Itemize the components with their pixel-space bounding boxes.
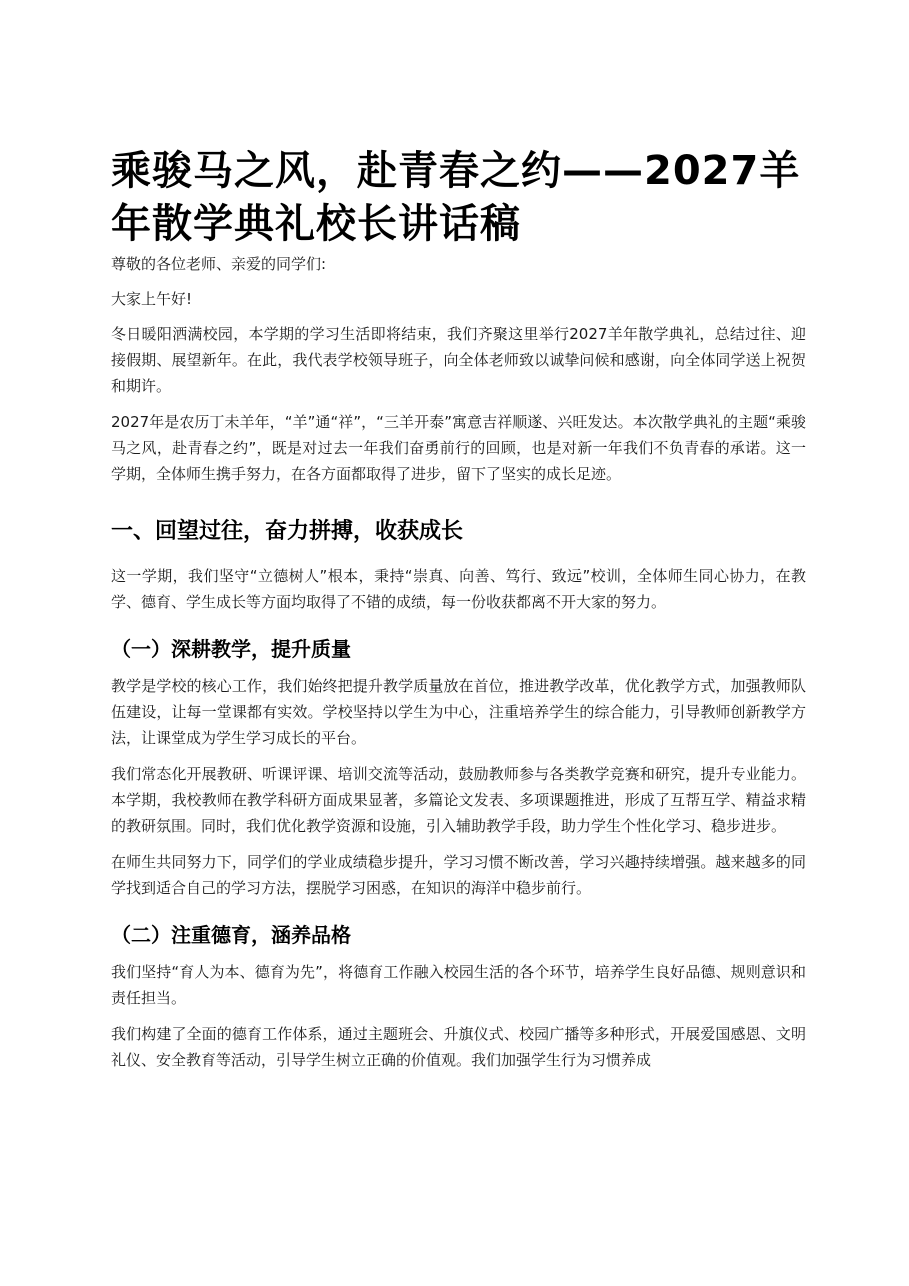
- body-paragraph: 我们坚持“育人为本、德育为先”，将德育工作融入校园生活的各个环节，培养学生良好品德、规则意识和责任担当。: [111, 963, 806, 1007]
- document-title: 乘骏马之风，赴青春之约——2027羊年散学典礼校长讲话稿: [111, 148, 801, 247]
- section-paragraph: 这一学期，我们坚守“立德树人”根本，秉持“崇真、向善、笃行、致远”校训，全体师生同心协力，在教学、德育、学生成长等方面均取得了不错的成绩，每一份收获都离不开大家的努力。: [111, 567, 806, 611]
- body-paragraph: 我们常态化开展教研、听课评课、培训交流等活动，鼓励教师参与各类教学竞赛和研究，提升专业能力。本学期，我校教师在教学科研方面成果显著，多篇论文发表、多项课题推进，形成了互帮互学、精益求精的教研氛围。同时，我们优化教学资源和设施，引入辅助教学手段，助力学生个性化学习、稳步进步。: [111, 765, 806, 835]
- intro-paragraph: 2027年是农历丁未羊年，“羊”通“祥”，“三羊开泰”寓意吉祥顺遂、兴旺发达。本次散学典礼的主题“乘骏马之风，赴青春之约”，既是对过去一年我们奋勇前行的回顾，也是对新一年我们不负青春的承诺。这一学期，全体师生携手努力，在各方面都取得了进步，留下了坚实的成长足迹。: [111, 413, 806, 483]
- section-heading: 一、回望过往，奋力拼搏，收获成长: [111, 519, 464, 544]
- intro-paragraph: 冬日暖阳洒满校园，本学期的学习生活即将结束，我们齐聚这里举行2027羊年散学典礼，总结过往、迎接假期、展望新年。在此，我代表学校领导班子，向全体老师致以诚挚问候和感谢，向全体同学送上祝贺和期许。: [111, 325, 806, 395]
- salutation: 尊敬的各位老师、亲爱的同学们:: [111, 255, 327, 273]
- document-page: [111, 145, 806, 1083]
- body-paragraph: 我们构建了全面的德育工作体系，通过主题班会、升旗仪式、校园广播等多种形式，开展爱国感恩、文明礼仪、安全教育等活动，引导学生树立正确的价值观。我们加强学生行为习惯养成: [111, 1025, 806, 1069]
- subsection-heading: （一）深耕教学，提升质量: [111, 637, 351, 661]
- greeting-line: 大家上午好!: [111, 290, 193, 308]
- body-paragraph: 教学是学校的核心工作，我们始终把提升教学质量放在首位，推进教学改革，优化教学方式，加强教师队伍建设，让每一堂课都有实效。学校坚持以学生为中心，注重培养学生的综合能力，引导教师创新教学方法，让课堂成为学生学习成长的平台。: [111, 677, 806, 747]
- body-paragraph: 在师生共同努力下，同学们的学业成绩稳步提升，学习习惯不断改善，学习兴趣持续增强。越来越多的同学找到适合自己的学习方法，摆脱学习困惑，在知识的海洋中稳步前行。: [111, 853, 806, 897]
- subsection-heading: （二）注重德育，涵养品格: [111, 923, 351, 947]
